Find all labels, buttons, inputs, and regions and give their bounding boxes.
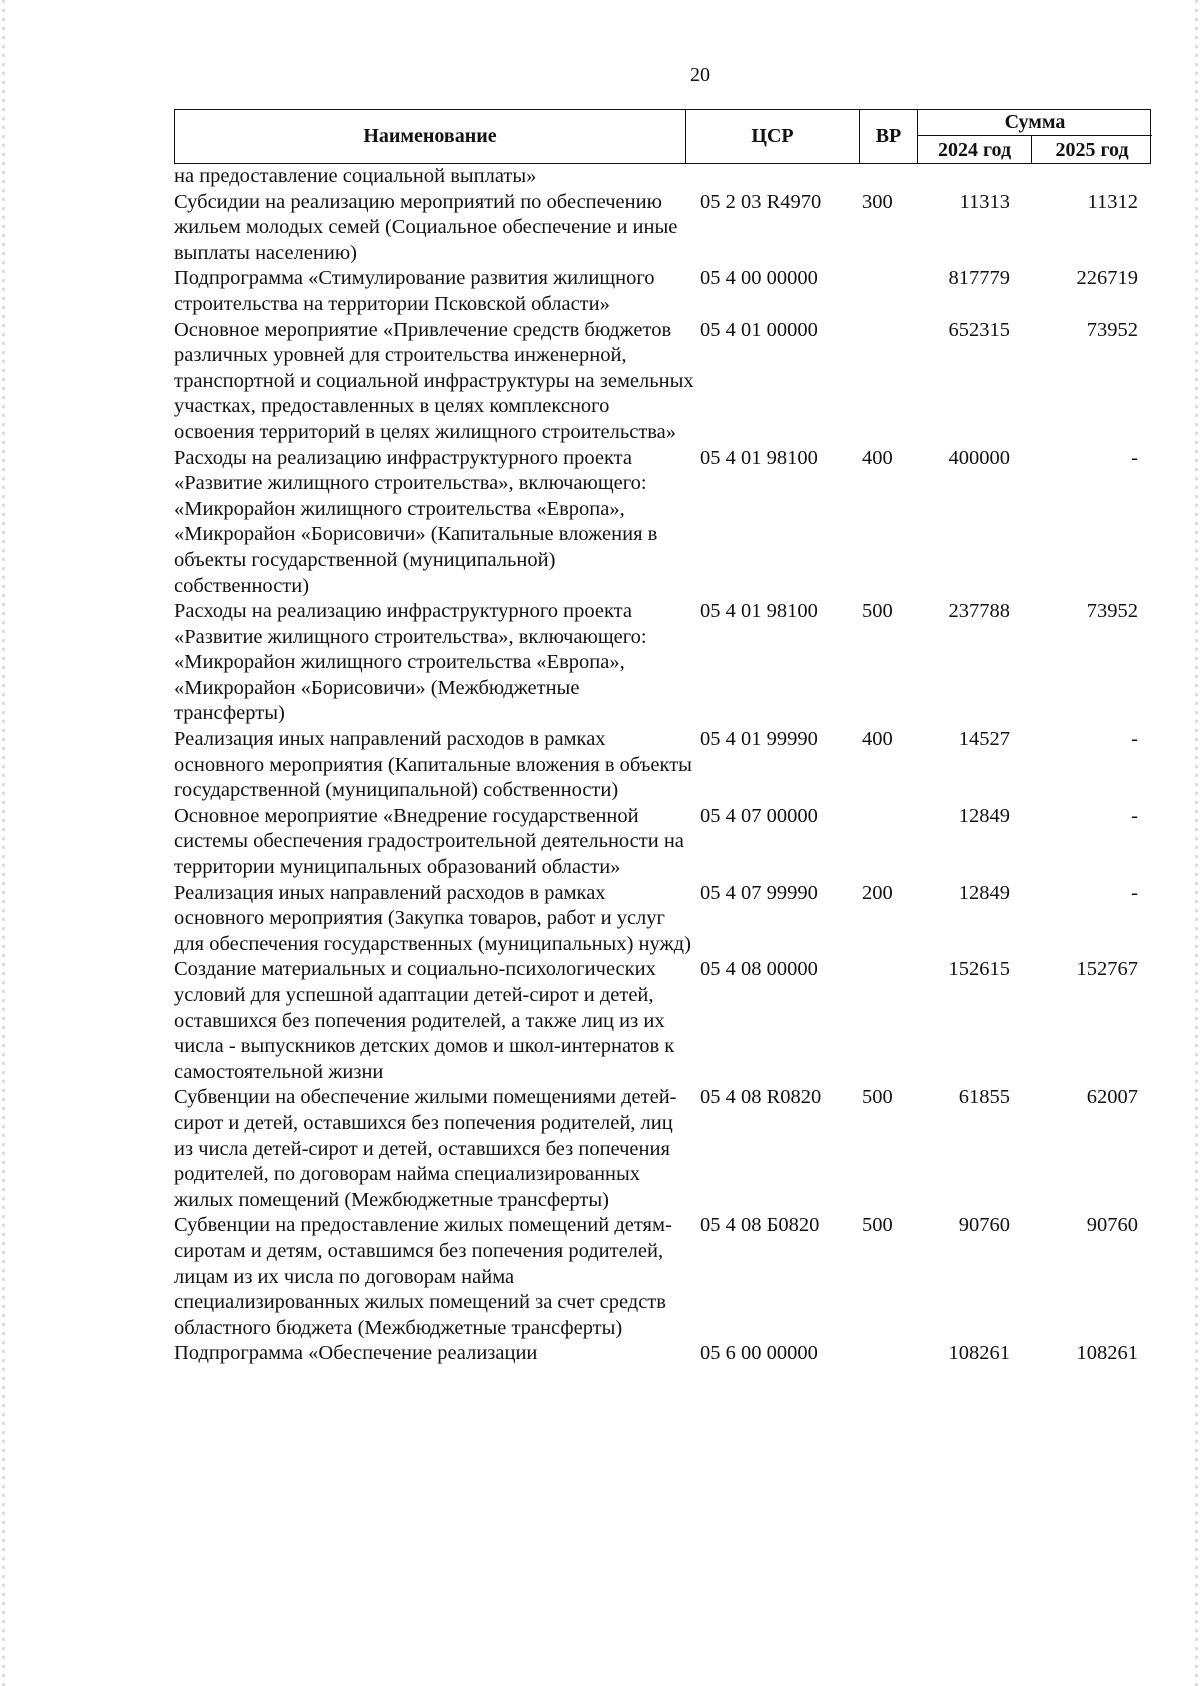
- row-csr: 05 4 08 R0820: [700, 1086, 822, 1109]
- row-vr: 400: [862, 728, 893, 751]
- header-vr: ВР: [860, 110, 918, 163]
- row-sum-2025: -: [1131, 881, 1138, 904]
- row-vr: 500: [862, 600, 893, 623]
- table-row: [0, 599, 1200, 727]
- header-sum: Сумма: [918, 110, 1152, 136]
- row-name: Основное мероприятие «Привлечение средств бюджетов различных уровней для строительства инженерной, транспортной и социальной инфраструктуры на земельных участках, предоставленных в целях комплексного освоения территорий в целях жилищного строительства»: [174, 318, 694, 443]
- row-sum-2024: 400000: [948, 446, 1010, 469]
- row-sum-2024: 11313: [959, 190, 1010, 213]
- row-sum-2025: 62007: [1086, 1086, 1138, 1109]
- row-csr: 05 4 00 00000: [700, 267, 818, 290]
- row-sum-2025: 226719: [1076, 267, 1138, 290]
- row-csr: 05 4 08 Б0820: [700, 1214, 820, 1237]
- table-row: [0, 164, 1200, 190]
- table-row: [0, 446, 1200, 600]
- row-sum-2025: -: [1131, 728, 1138, 751]
- row-name: Субвенции на обеспечение жилыми помещениями детей-сирот и детей, оставшихся без попечения родителей, лиц из числа детей-сирот и детей, оставшихся без попечения родителей, по договорам найма специализированных жилых помещений (Межбюджетные трансферты): [174, 1086, 677, 1211]
- row-name: Реализация иных направлений расходов в рамках основного мероприятия (Капитальные вложения в объекты государственной (муниципальной) собственности): [174, 728, 692, 802]
- row-csr: 05 4 01 00000: [700, 318, 818, 341]
- row-csr: 05 2 03 R4970: [700, 190, 822, 213]
- row-vr: 400: [862, 446, 893, 469]
- row-vr: 500: [862, 1214, 893, 1237]
- row-vr: 200: [862, 881, 893, 904]
- page-number: 20: [690, 64, 710, 86]
- row-sum-2024: 652315: [948, 318, 1010, 341]
- row-sum-2025: 11312: [1087, 190, 1138, 213]
- row-csr: 05 6 00 00000: [700, 1342, 818, 1365]
- header-year-2024: 2024 год: [918, 136, 1032, 164]
- header-csr: ЦСР: [686, 110, 860, 163]
- row-sum-2024: 152615: [948, 958, 1010, 981]
- table-row: [0, 1341, 1200, 1367]
- row-name: Расходы на реализацию инфраструктурного проекта «Развитие жилищного строительства», включающего: «Микрорайон жилищного строительства «Европа», «Микрорайон «Борисовичи» (Межбюджетные трансферты): [174, 600, 647, 725]
- row-sum-2024: 12849: [958, 881, 1010, 904]
- row-csr: 05 4 08 00000: [700, 958, 818, 981]
- row-sum-2024: 12849: [958, 804, 1010, 827]
- row-sum-2024: 237788: [948, 600, 1010, 623]
- row-name: Реализация иных направлений расходов в рамках основного мероприятия (Закупка товаров, работ и услуг для обеспечения государственных (муниципальных) нужд): [174, 881, 691, 955]
- row-vr: 500: [862, 1086, 893, 1109]
- row-csr: 05 4 01 98100: [700, 446, 818, 469]
- row-sum-2024: 108261: [948, 1342, 1010, 1365]
- row-name: Основное мероприятие «Внедрение государственной системы обеспечения градостроительной деятельности на территории муниципальных образований области»: [174, 804, 684, 879]
- row-sum-2024: 14527: [958, 728, 1010, 751]
- row-sum-2024: 90760: [958, 1214, 1010, 1237]
- row-name: Создание материальных и социально-психологических условий для успешной адаптации детей-сирот и детей, оставшихся без попечения родителей, а также лиц из их числа - выпускников детских домов и школ-интернатов к самостоятельной жизни: [174, 958, 675, 1083]
- header-name: Наименование: [175, 110, 686, 163]
- row-vr: 300: [862, 190, 893, 213]
- row-name: Субсидии на реализацию мероприятий по обеспечению жильем молодых семей (Социальное обеспечение и иные выплаты населению): [174, 190, 678, 264]
- row-csr: 05 4 01 99990: [700, 728, 818, 751]
- row-sum-2024: 817779: [948, 267, 1010, 290]
- header-year-2025: 2025 год: [1055, 138, 1129, 161]
- row-name: Подпрограмма «Обеспечение реализации: [174, 1342, 538, 1365]
- row-name: Подпрограмма «Стимулирование развития жилищного строительства на территории Псковской области»: [174, 267, 655, 315]
- row-csr: 05 4 01 98100: [700, 600, 818, 623]
- table-row: [0, 957, 1200, 1085]
- table-row: [0, 804, 1200, 881]
- table-row: [0, 1085, 1200, 1213]
- row-sum-2025: -: [1131, 804, 1138, 827]
- row-sum-2024: 61855: [958, 1086, 1010, 1109]
- row-name: Субвенции на предоставление жилых помещений детям-сиротам и детям, оставшимся без попечения родителей, лицам из их числа по договорам найма специализированных жилых помещений за счет средств областного бюджета (Межбюджетные трансферты): [174, 1214, 672, 1339]
- row-name: на предоставление социальной выплаты»: [174, 165, 537, 187]
- table-row: [0, 318, 1200, 446]
- table-row: [0, 727, 1200, 804]
- row-name: Расходы на реализацию инфраструктурного проекта «Развитие жилищного строительства», включающего: «Микрорайон жилищного строительства «Европа», «Микрорайон «Борисовичи» (Капитальные вложения в объекты государственной (муниципальной) собственности): [174, 446, 658, 597]
- row-sum-2025: 73952: [1086, 600, 1138, 623]
- row-sum-2025: 152767: [1076, 958, 1138, 981]
- row-sum-2025: -: [1131, 446, 1138, 469]
- table-body: [0, 164, 1200, 1367]
- table-header: [174, 109, 1151, 164]
- table-row: [0, 1213, 1200, 1341]
- row-csr: 05 4 07 00000: [700, 804, 818, 827]
- row-sum-2025: 90760: [1086, 1214, 1138, 1237]
- table-row: [0, 881, 1200, 958]
- table-row: [0, 266, 1200, 317]
- row-sum-2025: 73952: [1086, 318, 1138, 341]
- row-sum-2025: 108261: [1076, 1342, 1138, 1365]
- table-row: [0, 190, 1200, 267]
- header-sum-group: [918, 110, 1152, 163]
- row-csr: 05 4 07 99990: [700, 881, 818, 904]
